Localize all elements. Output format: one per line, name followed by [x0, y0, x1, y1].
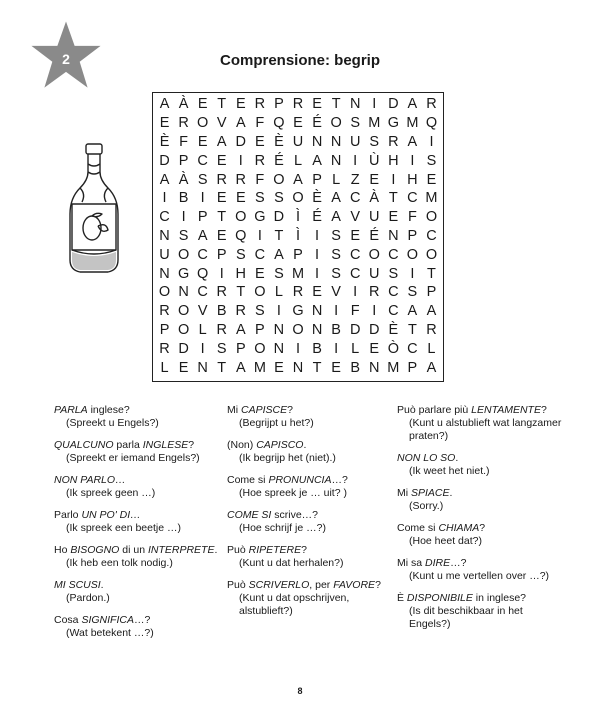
grid-letter: S	[216, 340, 227, 357]
grid-letter: R	[254, 152, 266, 169]
grid-letter: I	[238, 152, 243, 169]
grid-letter: I	[372, 303, 377, 320]
grid-letter: D	[159, 152, 170, 169]
grid-letter: E	[197, 133, 208, 150]
grid-letter: R	[292, 96, 304, 113]
grid-letter: I	[162, 190, 167, 207]
grid-letter: R	[216, 321, 227, 338]
grid-letter: D	[369, 321, 380, 338]
grid-letter: D	[349, 321, 361, 338]
dutch-translation: (Hoe heet dat?)	[409, 535, 482, 547]
grid-letter: E	[388, 209, 399, 226]
grid-letter: F	[179, 133, 189, 150]
grid-letter: È	[388, 321, 399, 338]
dutch-translation: (Kunt u alstublieft wat langzamer praten?)	[409, 417, 562, 442]
grid-letter: A	[197, 227, 208, 244]
grid-letter: I	[276, 303, 281, 320]
grid-letter: E	[312, 284, 322, 301]
grid-letter: E	[274, 359, 284, 376]
grid-letter: T	[407, 321, 417, 338]
grid-letter: F	[407, 209, 417, 226]
grid-letter: T	[274, 227, 284, 244]
grid-letter: A	[331, 190, 341, 207]
grid-letter: Ò	[387, 340, 399, 357]
italian-phrase: Mi CAPISCE?	[227, 404, 293, 416]
grid-letter: S	[331, 265, 341, 282]
grid-letter: I	[410, 265, 415, 282]
grid-letter: N	[178, 284, 189, 301]
grid-letter: O	[254, 284, 266, 301]
grid-letter: U	[349, 133, 361, 150]
dutch-translation: (Begrijpt u het?)	[239, 417, 314, 429]
grid-letter: S	[274, 265, 284, 282]
dutch-translation: (Hoe schrijf je …?)	[239, 522, 326, 534]
grid-letter: Q	[425, 115, 438, 132]
italian-phrase: MI SCUSI.	[54, 579, 104, 591]
grid-letter: L	[198, 321, 207, 338]
grid-letter: C	[426, 227, 437, 244]
grid-letter: A	[274, 246, 284, 263]
grid-letter: N	[330, 152, 342, 169]
grid-letter: S	[255, 190, 265, 207]
grid-letter: R	[388, 133, 399, 150]
grid-letter: C	[349, 190, 361, 207]
grid-letter: C	[407, 340, 418, 357]
grid-letter: I	[334, 303, 339, 320]
dutch-translation: (Ik begrijp het (niet).)	[239, 452, 336, 464]
grid-letter: A	[235, 359, 246, 376]
grid-letter: A	[426, 303, 437, 320]
italian-phrase: PARLA inglese?	[54, 404, 130, 416]
grid-letter: U	[292, 133, 304, 150]
phrase-entry	[397, 487, 567, 513]
italian-phrase: COME SI scrive…?	[227, 509, 319, 521]
grid-letter: I	[429, 133, 434, 150]
grid-letter: R	[235, 303, 247, 320]
grid-letter: D	[388, 96, 399, 113]
grid-letter: U	[369, 265, 380, 282]
grid-letter: R	[426, 96, 437, 113]
grid-letter: I	[315, 246, 320, 263]
grid-letter: T	[217, 96, 227, 113]
grid-letter: N	[369, 359, 380, 376]
grid-letter: M	[406, 115, 419, 132]
grid-letter: R	[292, 284, 304, 301]
grid-letter: E	[197, 96, 208, 113]
grid-letter: M	[368, 115, 381, 132]
grid-letter: M	[425, 190, 438, 207]
grid-letter: O	[330, 115, 342, 132]
grid-letter: H	[235, 265, 247, 282]
grid-letter: M	[291, 265, 305, 282]
grid-letter: O	[177, 321, 190, 338]
grid-letter: N	[388, 227, 399, 244]
dutch-translation: (Spreekt er iemand Engels?)	[66, 452, 200, 464]
grid-letter: I	[353, 284, 358, 301]
grid-letter: E	[235, 96, 246, 113]
grid-letter: I	[257, 227, 262, 244]
grid-letter: H	[407, 171, 418, 188]
grid-letter: Q	[273, 115, 285, 132]
grid-letter: C	[197, 246, 208, 263]
grid-letter: P	[407, 227, 418, 244]
italian-phrase: Mi SPIACE.	[397, 487, 453, 499]
grid-letter: A	[407, 303, 418, 320]
dutch-translation: (Ik spreek geen …)	[66, 487, 156, 499]
grid-letter: C	[388, 284, 399, 301]
grid-letter: O	[158, 284, 171, 301]
grid-letter: E	[312, 96, 322, 113]
grid-letter: C	[349, 246, 361, 263]
grid-letter: Q	[197, 265, 209, 282]
grid-letter: V	[350, 209, 361, 226]
grid-letter: N	[273, 340, 285, 357]
grid-letter: M	[387, 359, 400, 376]
grid-letter: É	[312, 115, 322, 132]
grid-letter: I	[353, 152, 358, 169]
grid-letter: E	[255, 133, 265, 150]
phrase-entry	[54, 614, 219, 640]
italian-phrase: Mi sa DIRE…?	[397, 557, 467, 569]
grid-letter: À	[178, 96, 189, 113]
grid-letter: O	[406, 246, 419, 263]
phrase-column-3	[397, 404, 567, 640]
grid-letter: O	[292, 321, 304, 338]
grid-letter: T	[236, 284, 246, 301]
grid-letter: I	[200, 340, 205, 357]
grid-letter: S	[331, 227, 341, 244]
grid-letter: N	[159, 227, 170, 244]
grid-letter: T	[217, 209, 227, 226]
grid-letter: T	[388, 190, 398, 207]
dutch-translation: (Sorry.)	[409, 500, 444, 512]
dutch-translation: (Hoe spreek je … uit? )	[239, 487, 347, 499]
phrase-entry	[54, 579, 219, 605]
grid-letter: S	[178, 227, 189, 244]
grid-letter: B	[350, 359, 361, 376]
dutch-translation: (Pardon.)	[66, 592, 110, 604]
grid-letter: É	[274, 152, 284, 169]
grid-letter: A	[293, 171, 303, 188]
grid-letter: R	[178, 115, 189, 132]
grid-letter: A	[426, 359, 437, 376]
lesson-number: 2	[62, 51, 70, 67]
grid-letter: O	[425, 246, 438, 263]
grid-letter: R	[159, 340, 170, 357]
phrase-entry	[227, 404, 387, 430]
grid-letter: P	[274, 96, 284, 113]
grid-letter: V	[197, 303, 208, 320]
grid-letter: U	[159, 246, 170, 263]
italian-phrase: Può SCRIVERLO, per FAVORE?	[227, 579, 381, 591]
dutch-translation: (Ik heb een tolk nodig.)	[66, 557, 173, 569]
grid-letter: C	[388, 303, 399, 320]
grid-letter: È	[274, 133, 284, 150]
grid-letter: G	[387, 115, 399, 132]
grid-letter: N	[311, 133, 323, 150]
italian-phrase: È DISPONIBILE in inglese?	[397, 592, 526, 604]
grid-letter: E	[350, 227, 361, 244]
grid-letter: L	[427, 340, 436, 357]
grid-letter: P	[255, 321, 265, 338]
grid-letter: A	[216, 133, 227, 150]
grid-letter: N	[349, 96, 361, 113]
grid-letter: À	[178, 171, 189, 188]
grid-letter: T	[331, 96, 341, 113]
grid-letter: I	[219, 265, 224, 282]
grid-letter: L	[293, 152, 303, 169]
phrase-column-1	[54, 404, 219, 649]
grid-letter: I	[295, 340, 300, 357]
page-number: 8	[297, 686, 303, 696]
grid-letter: S	[235, 246, 246, 263]
phrase-entry	[227, 509, 387, 535]
grid-letter: Ì	[295, 209, 300, 226]
grid-letter: S	[331, 246, 341, 263]
grid-letter: O	[292, 190, 304, 207]
grid-letter: C	[159, 209, 170, 226]
grid-letter: P	[235, 340, 246, 357]
grid-letter: G	[254, 209, 266, 226]
grid-letter: B	[331, 321, 341, 338]
grid-letter: P	[159, 321, 170, 338]
grid-letter: D	[235, 133, 247, 150]
grid-letter: I	[200, 190, 205, 207]
grid-letter: I	[391, 171, 396, 188]
grid-letter: G	[292, 303, 304, 320]
grid-letter: S	[388, 265, 399, 282]
italian-phrase: Parlo UN PO' DI…	[54, 509, 141, 521]
grid-letter: P	[216, 246, 227, 263]
dutch-translation: (Spreekt u Engels?)	[66, 417, 159, 429]
limoncello-bottle-icon	[62, 142, 126, 276]
phrase-entry	[397, 592, 567, 631]
phrase-column-2	[227, 404, 387, 627]
italian-phrase: Può parlare più LENTAMENTE?	[397, 404, 547, 416]
grid-letter: N	[273, 321, 285, 338]
grid-letter: P	[293, 246, 303, 263]
grid-letter: E	[331, 359, 341, 376]
phrase-entry	[227, 544, 387, 570]
dutch-translation: (Kunt u dat opschrijven, alstublieft?)	[239, 592, 350, 617]
grid-letter: C	[407, 190, 418, 207]
grid-letter: R	[254, 96, 266, 113]
grid-letter: E	[178, 359, 189, 376]
grid-letter: D	[273, 209, 285, 226]
grid-letter: U	[369, 209, 380, 226]
grid-letter: N	[311, 321, 323, 338]
phrase-entry	[397, 404, 567, 443]
grid-letter: A	[159, 96, 170, 113]
grid-letter: T	[312, 359, 322, 376]
grid-letter: M	[253, 359, 266, 376]
grid-letter: É	[369, 227, 380, 244]
grid-letter: C	[197, 284, 208, 301]
grid-letter: É	[312, 209, 322, 226]
grid-letter: O	[197, 115, 209, 132]
grid-letter: V	[216, 115, 227, 132]
grid-letter: R	[235, 171, 247, 188]
phrase-entry	[397, 522, 567, 548]
grid-letter: P	[178, 152, 189, 169]
grid-letter: A	[235, 115, 246, 132]
phrase-entry	[227, 579, 387, 618]
grid-letter: O	[177, 303, 190, 320]
grid-letter: E	[255, 265, 265, 282]
phrase-entry	[227, 439, 387, 465]
phrase-entry	[54, 544, 219, 570]
grid-letter: A	[312, 152, 322, 169]
grid-letter: S	[197, 171, 208, 188]
grid-letter: O	[425, 209, 438, 226]
phrase-entry	[54, 404, 219, 430]
grid-letter: N	[292, 359, 304, 376]
grid-letter: N	[330, 133, 342, 150]
italian-phrase: Come si PRONUNCIA…?	[227, 474, 348, 486]
italian-phrase: Come si CHIAMA?	[397, 522, 486, 534]
grid-letter: I	[334, 340, 339, 357]
grid-letter: R	[216, 284, 227, 301]
grid-letter: E	[426, 171, 437, 188]
grid-letter: E	[293, 115, 303, 132]
grid-letter: I	[315, 227, 320, 244]
grid-letter: I	[372, 96, 377, 113]
italian-phrase: NON LO SO.	[397, 452, 459, 464]
italian-phrase: QUALCUNO parla INGLESE?	[54, 439, 195, 451]
grid-letter: E	[369, 340, 380, 357]
grid-letter: A	[407, 96, 418, 113]
grid-letter: A	[407, 133, 418, 150]
phrase-entry	[54, 474, 219, 500]
grid-letter: È	[312, 190, 322, 207]
grid-letter: C	[197, 152, 208, 169]
grid-letter: S	[350, 115, 361, 132]
grid-letter: L	[274, 284, 283, 301]
phrase-entry	[397, 557, 567, 583]
grid-letter: È	[159, 133, 170, 150]
grid-letter: A	[331, 209, 341, 226]
grid-letter: B	[178, 190, 189, 207]
grid-letter: T	[427, 265, 436, 282]
grid-letter: Ì	[295, 227, 300, 244]
grid-letter: S	[426, 152, 437, 169]
grid-letter: L	[351, 340, 360, 357]
grid-letter: E	[369, 171, 380, 188]
italian-phrase: Ho BISOGNO di un INTERPRETE.	[54, 544, 218, 556]
grid-letter: N	[311, 303, 323, 320]
grid-letter: O	[177, 246, 190, 263]
dutch-translation: (Kunt u dat herhalen?)	[239, 557, 344, 569]
grid-letter: S	[369, 133, 380, 150]
word-search-grid	[152, 92, 444, 382]
grid-letter: N	[197, 359, 208, 376]
grid-letter: V	[331, 284, 341, 301]
grid-letter: L	[160, 359, 169, 376]
grid-letter: E	[159, 115, 170, 132]
grid-letter: R	[216, 171, 227, 188]
dutch-translation: (Ik spreek een beetje …)	[66, 522, 181, 534]
grid-letter: I	[181, 209, 186, 226]
grid-letter: T	[217, 359, 227, 376]
grid-letter: Z	[350, 171, 360, 188]
grid-letter: R	[159, 303, 170, 320]
grid-letter: À	[369, 190, 380, 207]
grid-letter: H	[388, 152, 399, 169]
grid-letter: S	[407, 284, 418, 301]
grid-letter: G	[177, 265, 190, 282]
italian-phrase: (Non) CAPISCO.	[227, 439, 307, 451]
grid-letter: O	[235, 209, 247, 226]
grid-letter: I	[410, 152, 415, 169]
grid-letter: Q	[235, 227, 247, 244]
grid-letter: P	[407, 359, 418, 376]
grid-letter: L	[332, 171, 341, 188]
grid-letter: B	[312, 340, 322, 357]
phrase-entry	[54, 439, 219, 465]
grid-letter: O	[273, 171, 285, 188]
dutch-translation: (Kunt u me vertellen over …?)	[409, 570, 550, 582]
italian-phrase: Può RIPETERE?	[227, 544, 307, 556]
grid-letter: E	[216, 227, 227, 244]
grid-letter: P	[312, 171, 322, 188]
page-title: Comprensione: begrip	[219, 52, 380, 69]
phrase-entry	[397, 452, 567, 478]
phrase-entry	[227, 474, 387, 500]
grid-letter: C	[349, 265, 361, 282]
grid-letter: E	[235, 190, 246, 207]
dutch-translation: (Is dit beschikbaar in het Engels?)	[409, 605, 523, 630]
grid-letter: S	[274, 190, 284, 207]
grid-letter: O	[368, 246, 380, 263]
grid-letter: R	[369, 284, 380, 301]
grid-letter: E	[216, 152, 227, 169]
grid-letter: C	[388, 246, 399, 263]
grid-letter: S	[255, 303, 265, 320]
grid-letter: F	[350, 303, 360, 320]
grid-letter: B	[216, 303, 227, 320]
grid-letter: Ù	[369, 152, 380, 169]
italian-phrase: NON PARLO…	[54, 474, 126, 486]
dutch-translation: (Wat betekent …?)	[66, 627, 154, 639]
dutch-translation: (Ik weet het niet.)	[409, 465, 490, 477]
grid-letter: D	[178, 340, 189, 357]
phrase-entry	[54, 509, 219, 535]
grid-letter: F	[255, 115, 265, 132]
italian-phrase: Cosa SIGNIFICA…?	[54, 614, 151, 626]
grid-letter: F	[255, 171, 265, 188]
grid-letter: O	[254, 340, 266, 357]
grid-letter: I	[315, 265, 320, 282]
grid-letter: E	[216, 190, 227, 207]
grid-letter: C	[254, 246, 266, 263]
grid-letter: A	[159, 171, 170, 188]
grid-letter: A	[235, 321, 246, 338]
grid-letter: R	[426, 321, 437, 338]
grid-letter: P	[197, 209, 208, 226]
grid-letter: P	[426, 284, 437, 301]
grid-letter: N	[159, 265, 170, 282]
